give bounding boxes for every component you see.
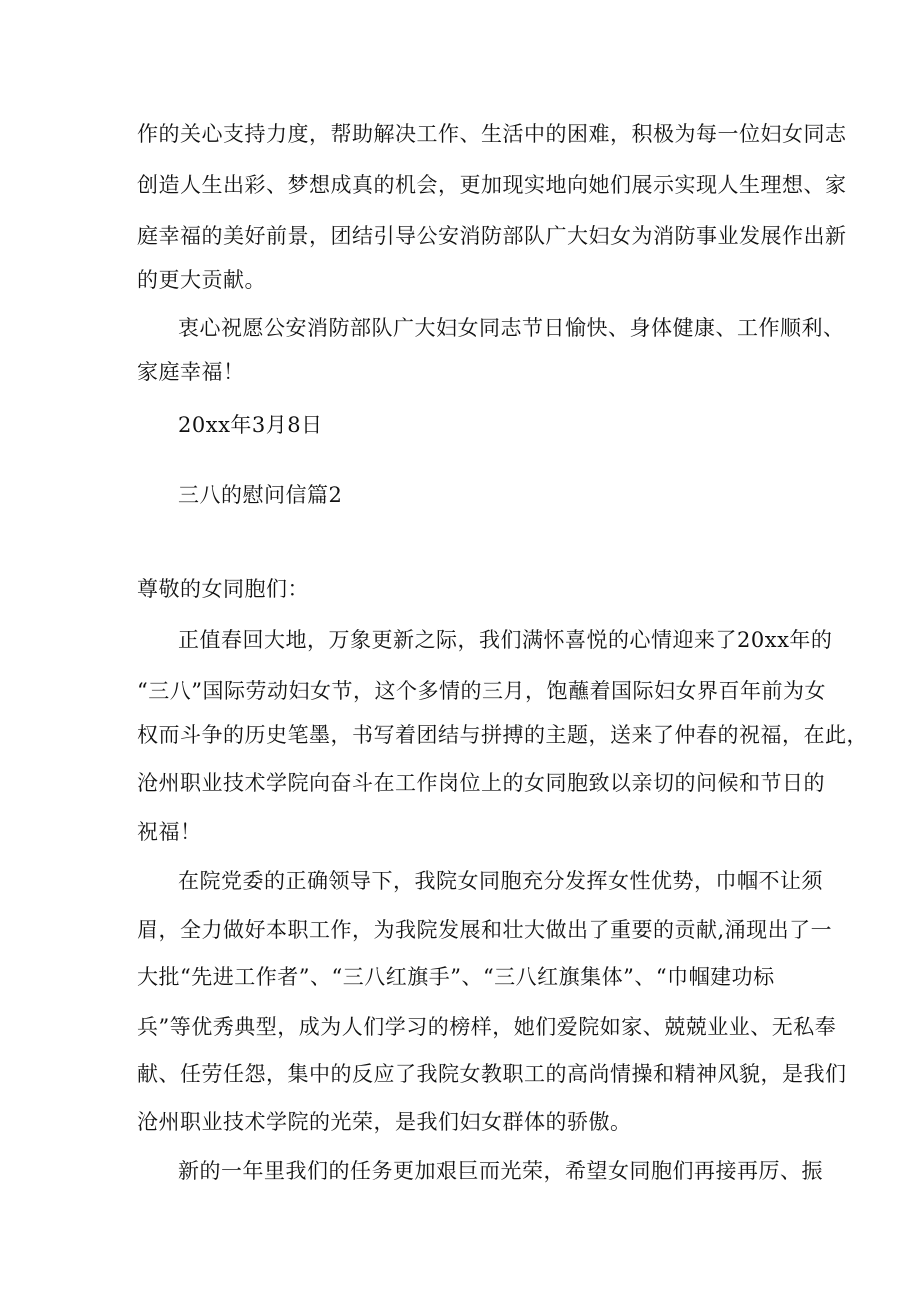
text-line: 献、任劳任怨，集中的反应了我院女教职工的高尚情操和精神风貌，是我们 <box>137 1062 847 1086</box>
text-line: 在院党委的正确领导下，我院女同胞充分发挥女性优势，巾帼不让须 <box>178 869 823 893</box>
text-line: “三八”国际劳动妇女节，这个多情的三月，饱蘸着国际妇女界百年前为女 <box>137 679 826 703</box>
text-line: 兵”等优秀典型，成为人们学习的榜样，她们爱院如家、兢兢业业、无私奉 <box>137 1015 837 1039</box>
date-line: 20xx年3月8日 <box>178 413 323 437</box>
text-line: 沧州职业技术学院的光荣，是我们妇女群体的骄傲。 <box>137 1110 632 1134</box>
text-line: 沧州职业技术学院向奋斗在工作岗位上的女同胞致以亲切的问候和节日的 <box>137 771 825 795</box>
text-line: 眉，全力做好本职工作，为我院发展和壮大做出了重要的贡献,涌现出了一 <box>137 918 833 942</box>
text-line: 祝福！ <box>137 820 202 844</box>
text-line: 创造人生出彩、梦想成真的机会，更加现实地向她们展示实现人生理想、家 <box>137 173 847 197</box>
text-line: 衷心祝愿公安消防部队广大妇女同志节日愉快、身体健康、工作顺利、 <box>178 316 845 340</box>
salutation: 尊敬的女同胞们： <box>137 577 309 601</box>
text-line: 大批“先进工作者”、“三八红旗手”、“三八红旗集体”、“巾帼建功标 <box>137 965 775 989</box>
text-line: 权而斗争的历史笔墨，书写着团结与拼搏的主题，送来了仲春的祝福，在此， <box>137 723 868 747</box>
text-line: 的更大贡献。 <box>137 268 266 292</box>
text-line: 家庭幸福！ <box>137 360 245 384</box>
text-line: 作的关心支持力度，帮助解决工作、生活中的困难，积极为每一位妇女同志 <box>137 122 847 146</box>
text-line: 正值春回大地，万象更新之际，我们满怀喜悦的心情迎来了20xx年的 <box>178 628 833 652</box>
text-line: 新的一年里我们的任务更加艰巨而光荣，希望女同胞们再接再厉、振 <box>178 1159 823 1183</box>
text-line: 庭幸福的美好前景，团结引导公安消防部队广大妇女为消防事业发展作出新 <box>137 224 847 248</box>
section-heading: 三八的慰问信篇2 <box>178 483 343 507</box>
